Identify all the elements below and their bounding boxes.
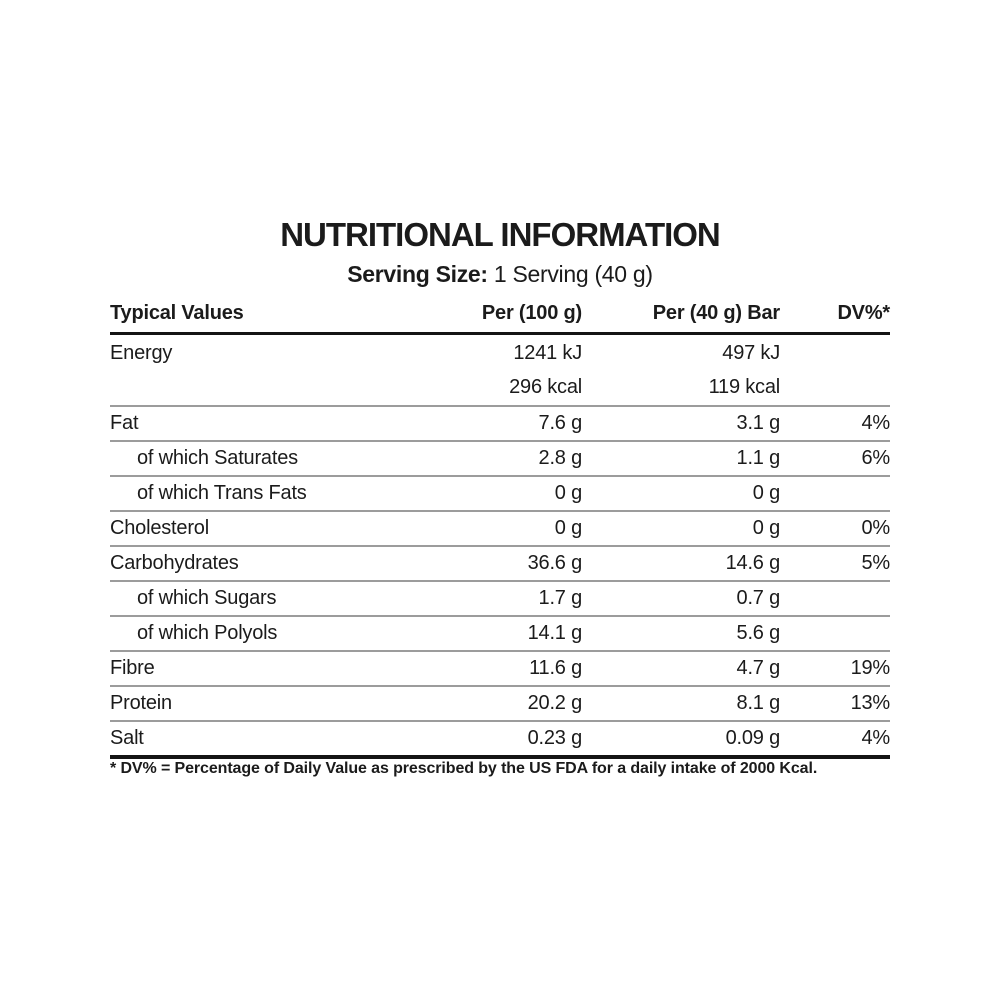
value-dv: 13%	[850, 692, 890, 714]
table-row-protein	[110, 686, 890, 721]
value-per-100g: 36.6 g	[527, 552, 582, 574]
value-dv	[780, 476, 890, 511]
serving-size-value: 1 Serving (40 g)	[487, 261, 653, 287]
value-dv: 6%	[861, 447, 890, 469]
table-row-cholesterol	[110, 511, 890, 546]
value-dv: 5%	[861, 552, 890, 574]
col-header-dv-percent: DV%*	[837, 302, 890, 324]
value-dv: 0%	[861, 517, 890, 539]
value-per-40g: 0 g	[752, 482, 780, 504]
value-dv: 4%	[861, 727, 890, 749]
value-dv	[780, 616, 890, 651]
row-label: Fibre	[110, 657, 155, 679]
row-label: Cholesterol	[110, 517, 209, 539]
value-dv: 19%	[850, 657, 890, 679]
value-per-100g: 7.6 g	[538, 412, 582, 434]
value-per-100g: 2.8 g	[538, 447, 582, 469]
energy-kcal-per-40g: 119 kcal	[708, 376, 780, 398]
row-label: Protein	[110, 692, 172, 714]
value-per-40g: 5.6 g	[736, 622, 780, 644]
value-per-100g: 0 g	[554, 517, 582, 539]
value-per-100g: 0 g	[554, 482, 582, 504]
value-per-40g: 8.1 g	[736, 692, 780, 714]
value-per-40g: 14.6 g	[725, 552, 780, 574]
value-per-100g	[410, 334, 582, 407]
row-label: Fat	[110, 412, 139, 434]
value-per-40g: 0.7 g	[736, 587, 780, 609]
table-row-polyols	[110, 616, 890, 651]
value-per-40g: 0.09 g	[725, 727, 780, 749]
value-per-100g: 20.2 g	[527, 692, 582, 714]
table-row-salt	[110, 721, 890, 757]
value-per-40g: 4.7 g	[736, 657, 780, 679]
serving-size-line	[0, 261, 1000, 288]
value-per-100g: 14.1 g	[527, 622, 582, 644]
value-dv	[780, 581, 890, 616]
table-row-sugars	[110, 581, 890, 616]
row-label: of which Polyols	[137, 622, 278, 644]
footnote: * DV% = Percentage of Daily Value as prescribed by the US FDA for a daily intake of 2000 Kcal.	[110, 760, 818, 777]
value-per-40g	[582, 334, 780, 407]
table-row-carbohydrates	[110, 546, 890, 581]
energy-kj-per-40g: 497 kJ	[722, 342, 780, 364]
serving-size-label: Serving Size:	[347, 261, 488, 287]
value-per-100g: 1.7 g	[538, 587, 582, 609]
row-label: of which Sugars	[137, 587, 277, 609]
value-dv: 4%	[861, 412, 890, 434]
table-row-fat	[110, 406, 890, 441]
value-dv	[780, 334, 890, 407]
value-per-40g: 0 g	[752, 517, 780, 539]
value-per-100g: 11.6 g	[529, 657, 582, 679]
row-label: Energy	[110, 342, 173, 364]
table-header-row	[110, 302, 890, 334]
nutrition-table	[110, 302, 890, 759]
row-label: of which Saturates	[137, 447, 298, 469]
value-per-40g: 3.1 g	[736, 412, 780, 434]
table-row-energy	[110, 334, 890, 407]
row-label: Carbohydrates	[110, 552, 239, 574]
value-per-100g: 0.23 g	[527, 727, 582, 749]
row-label: of which Trans Fats	[137, 482, 307, 504]
energy-kcal-per-100g: 296 kcal	[509, 376, 582, 398]
table-row-trans-fats	[110, 476, 890, 511]
table-row-saturates	[110, 441, 890, 476]
col-header-per-100g: Per (100 g)	[481, 302, 582, 324]
energy-kj-per-100g: 1241 kJ	[513, 342, 582, 364]
table-row-fibre	[110, 651, 890, 686]
page-title: NUTRITIONAL INFORMATION	[280, 216, 720, 253]
col-header-typical-values: Typical Values	[110, 302, 244, 324]
value-per-40g: 1.1 g	[736, 447, 780, 469]
col-header-per-40g-bar: Per (40 g) Bar	[652, 302, 780, 324]
row-label: Salt	[110, 727, 144, 749]
